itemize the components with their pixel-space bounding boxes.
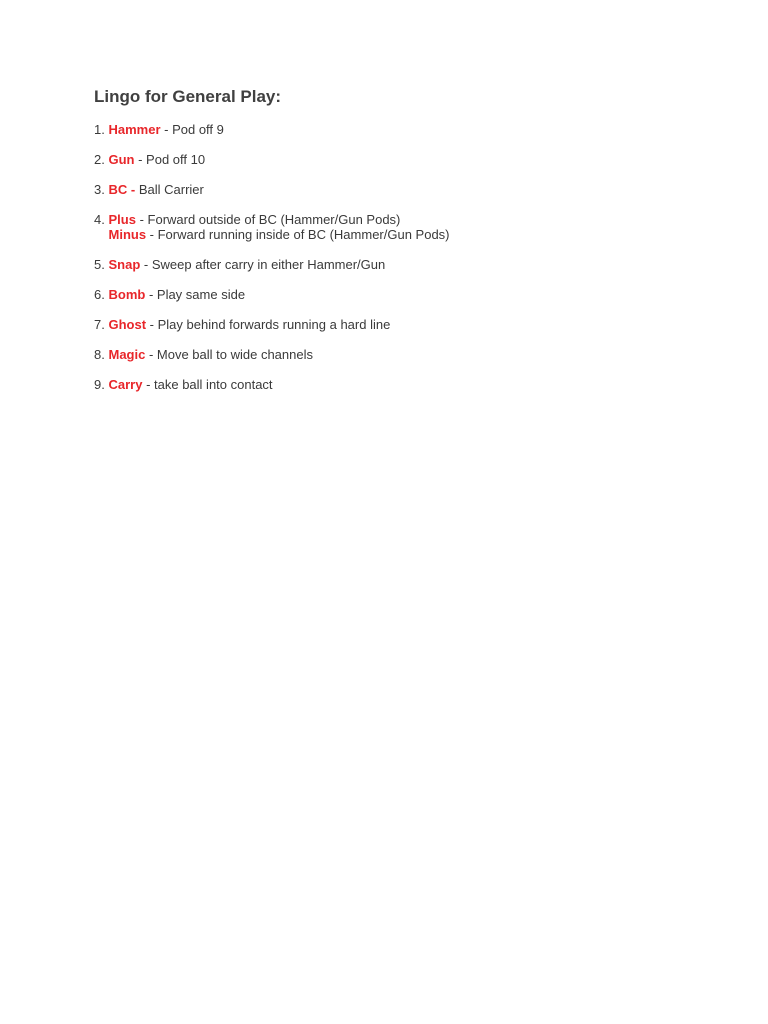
- term-description: - Forward running inside of BC (Hammer/Gun Pods): [146, 227, 450, 242]
- definition-line: [109, 317, 735, 332]
- list-item-number: 5.: [94, 257, 105, 272]
- list-item-number: 8.: [94, 347, 105, 362]
- term: Snap: [108, 257, 141, 272]
- list-item: [94, 347, 734, 362]
- list-item-body: [109, 317, 735, 332]
- list-item: [94, 317, 734, 332]
- list-item-body: [109, 287, 735, 302]
- list-item-number: 3.: [94, 182, 105, 197]
- term: Magic: [108, 347, 146, 362]
- definition-line: [109, 257, 735, 272]
- list-item-body: [109, 257, 735, 272]
- list-item: [94, 182, 734, 197]
- term: Bomb: [108, 287, 146, 302]
- term: BC -: [108, 182, 136, 197]
- term: Ghost: [108, 317, 147, 332]
- list-item-body: [109, 152, 735, 167]
- list-item-body: [109, 212, 735, 242]
- list-item-body: [109, 122, 735, 137]
- term-description: - Pod off 10: [134, 152, 206, 167]
- list-item-body: [109, 377, 735, 392]
- list-item: [94, 287, 734, 302]
- definition-line: [109, 122, 735, 137]
- list-item-number: 9.: [94, 377, 105, 392]
- term: Gun: [108, 152, 135, 167]
- term: Hammer: [108, 122, 161, 137]
- list-item: [94, 257, 734, 272]
- definition-line: [109, 377, 735, 392]
- term-description: - take ball into contact: [142, 377, 273, 392]
- term-description: - Forward outside of BC (Hammer/Gun Pods): [135, 212, 401, 227]
- definition-line: [109, 347, 735, 362]
- list-item: [94, 212, 734, 242]
- term-description: - Play same side: [145, 287, 246, 302]
- list-item-number: 6.: [94, 287, 105, 302]
- definition-line: [109, 152, 735, 167]
- page-title: Lingo for General Play:: [94, 87, 282, 106]
- term-description: - Play behind forwards running a hard line: [146, 317, 391, 332]
- list-item-number: 7.: [94, 317, 105, 332]
- term-description: Ball Carrier: [135, 182, 204, 197]
- list-item: [94, 377, 734, 392]
- term-description: - Sweep after carry in either Hammer/Gun: [140, 257, 386, 272]
- definition-line: [109, 182, 735, 197]
- term: Carry: [108, 377, 143, 392]
- term: Minus: [108, 227, 147, 242]
- definition-line: [109, 212, 735, 227]
- definition-line: [109, 227, 735, 242]
- list-item: [94, 122, 734, 137]
- list-item-number: 4.: [94, 212, 105, 227]
- list-item-number: 1.: [94, 122, 105, 137]
- term: Plus: [108, 212, 136, 227]
- term-description: - Move ball to wide channels: [145, 347, 313, 362]
- list-item-number: 2.: [94, 152, 105, 167]
- term-description: - Pod off 9: [160, 122, 224, 137]
- lingo-list: [94, 122, 734, 392]
- list-item: [94, 152, 734, 167]
- definition-line: [109, 287, 735, 302]
- list-item-body: [109, 182, 735, 197]
- document-page: [94, 86, 734, 407]
- list-item-body: [109, 347, 735, 362]
